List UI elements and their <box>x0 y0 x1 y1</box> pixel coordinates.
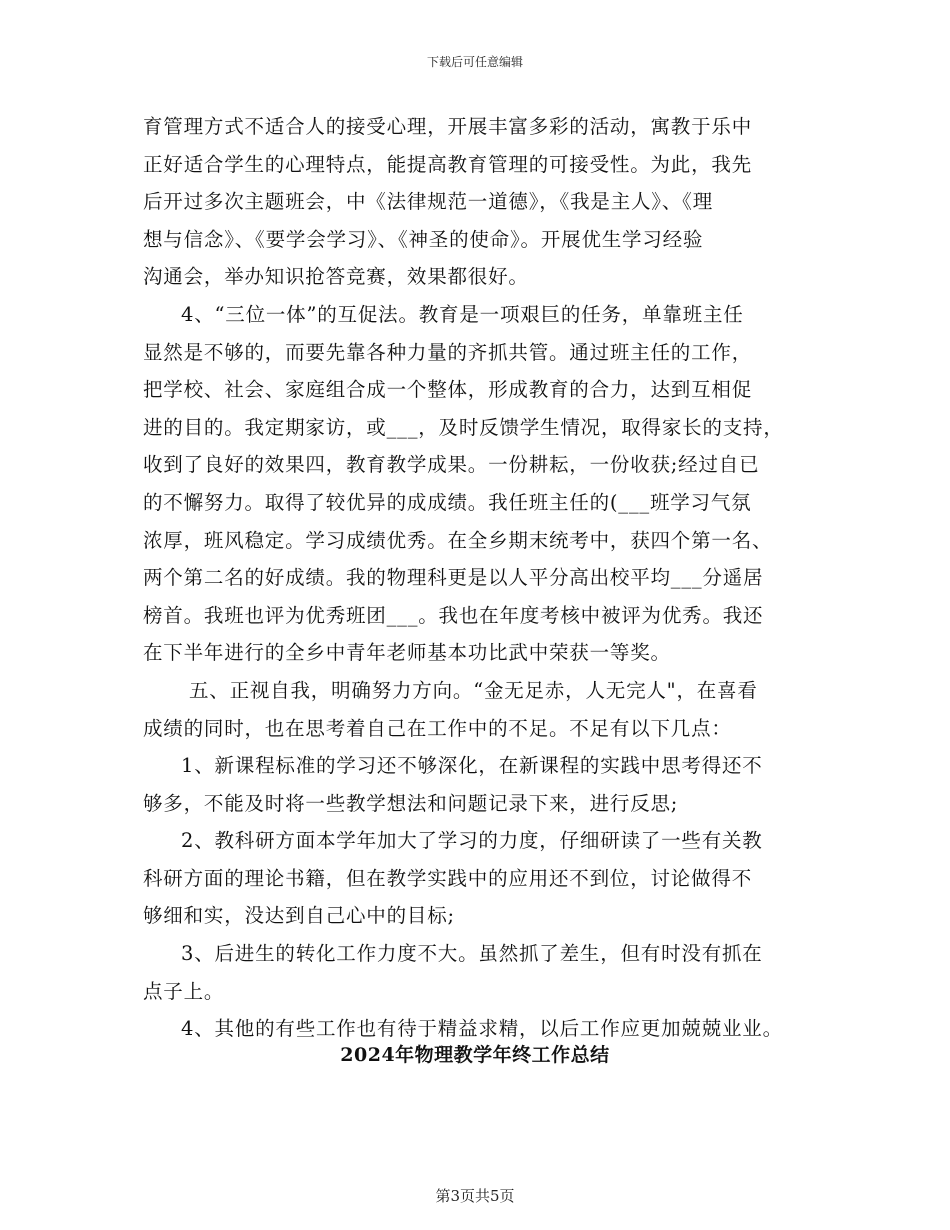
text-line: 收到了良好的效果四，教育教学成果。一份耕耘，一份收获;经过自已 <box>143 453 760 477</box>
document-title: 2024年物理教学年终工作总结 <box>340 1044 610 1066</box>
text-line: 后开过多次主题班会，中《法律规范一道德》，《我是主人》、《理 <box>143 190 714 214</box>
text-line: 成绩的同时，也在思考着自己在工作中的不足。不足有以下几点： <box>143 716 732 740</box>
text-line: 想与信念》、《要学会学习》、《神圣的使命》。开展优生学习经验 <box>143 227 704 251</box>
text-line: 浓厚，班风稳定。学习成绩优秀。在全乡期末统考中，获四个第一名、 <box>143 528 773 552</box>
text-line: 1、新课程标准的学习还不够深化，在新课程的实践中思考得还不 <box>181 754 763 778</box>
text-line: 2、教科研方面本学年加大了学习的力度，仔细研读了一些有关教 <box>181 829 763 853</box>
page-header: 下载后可任意编辑 <box>426 55 523 69</box>
text-line: 正好适合学生的心理特点，能提高教育管理的可接受性。为此，我先 <box>143 152 753 176</box>
text-line: 五、正视自我，明确努力方向。“金无足赤，人无完人"，在喜看 <box>189 678 758 702</box>
text-line: 在下半年进行的全乡中青年老师基本功比武中荣获一等奖。 <box>143 641 671 665</box>
text-line: 的不懈努力。取得了较优异的成成绩。我任班主任的(___班学习气氛 <box>143 490 752 514</box>
text-line: 育管理方式不适合人的接受心理，开展丰富多彩的活动，寓教于乐中 <box>143 115 753 138</box>
text-line: 科研方面的理论书籍，但在教学实践中的应用还不到位，讨论做得不 <box>143 866 753 890</box>
text-line: 3、后进生的转化工作力度不大。虽然抓了差生，但有时没有抓在 <box>181 942 763 966</box>
text-line: 把学校、社会、家庭组合成一个整体，形成教育的合力，达到互相促 <box>143 378 753 402</box>
text-line: 4、其他的有些工作也有待于精益求精，以后工作应更加兢兢业业。 <box>181 1017 783 1041</box>
text-line: 两个第二名的好成绩。我的物理科更是以人平分高出校平均___分遥居 <box>143 566 764 590</box>
text-line: 点子上。 <box>143 979 225 1003</box>
text-line: 沟通会，举办知识抢答竞赛，效果都很好。 <box>143 265 529 289</box>
text-line: 够细和实，没达到自己心中的目标; <box>143 904 455 928</box>
page-footer: 第3页共5页 <box>435 1187 515 1205</box>
text-line: 显然是不够的，而要先靠各种力量的齐抓共管。通过班主任的工作， <box>143 340 753 364</box>
text-line: 榜首。我班也评为优秀班团___。我也在年度考核中被评为优秀。我还 <box>143 603 764 627</box>
text-line: 够多，不能及时将一些教学想法和问题记录下来，进行反思; <box>143 791 679 815</box>
body-text <box>143 108 843 1048</box>
text-line: 4、“三位一体”的互促法。教育是一项艰巨的任务，单靠班主任 <box>181 302 744 326</box>
text-line: 进的目的。我定期家访，或___，及时反馈学生情况，取得家长的支持， <box>143 415 784 439</box>
